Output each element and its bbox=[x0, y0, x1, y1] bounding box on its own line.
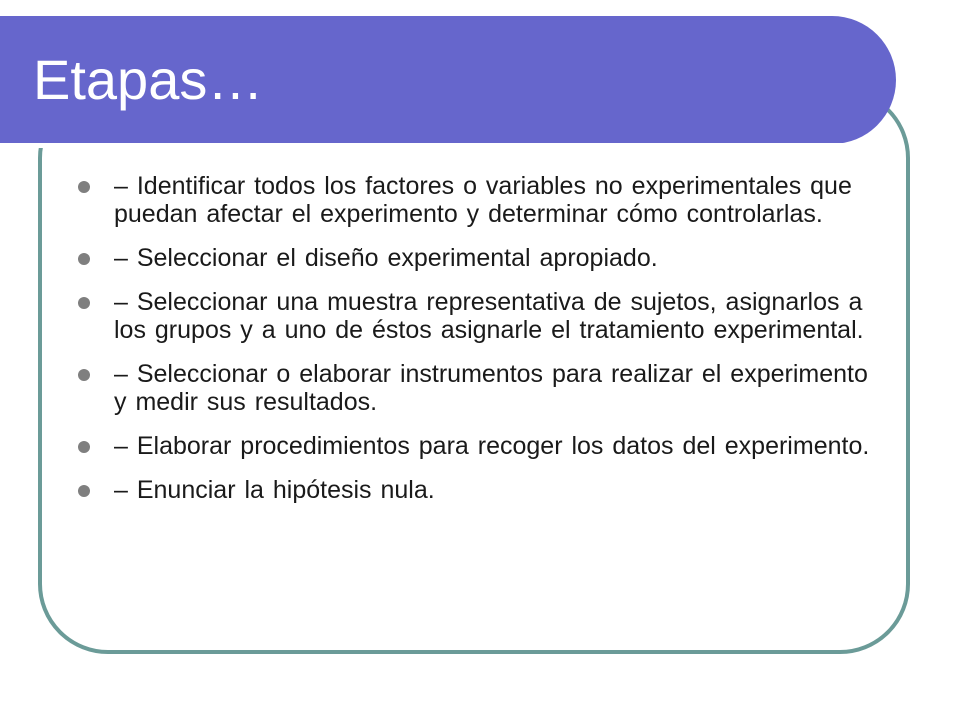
bullet-text: – Enunciar la hipótesis nula. bbox=[114, 476, 435, 504]
bullet-dot-icon bbox=[78, 181, 90, 193]
bullet-text: – Seleccionar o elaborar instrumentos para realizar el experimento y medir sus resultados. bbox=[114, 360, 868, 416]
bullet-item bbox=[78, 432, 888, 460]
bullet-dot-icon bbox=[78, 369, 90, 381]
bullet-item bbox=[78, 244, 888, 272]
bullet-item bbox=[78, 172, 888, 228]
bullet-text: – Identificar todos los factores o variables no experimentales que puedan afectar el experimento y determinar cómo controlarlas. bbox=[114, 172, 852, 228]
bullet-text: – Seleccionar una muestra representativa de sujetos, asignarlos a los grupos y a uno de éstos asignarle el tratamiento experimental. bbox=[114, 288, 864, 344]
bullet-item bbox=[78, 288, 888, 344]
bullet-list bbox=[78, 172, 888, 520]
title-underline bbox=[0, 143, 848, 148]
bullet-text: – Elaborar procedimientos para recoger los datos del experimento. bbox=[114, 432, 870, 460]
bullet-text: – Seleccionar el diseño experimental apropiado. bbox=[114, 244, 658, 272]
bullet-item bbox=[78, 360, 888, 416]
slide-title: Etapas… bbox=[33, 48, 264, 111]
bullet-dot-icon bbox=[78, 441, 90, 453]
bullet-item bbox=[78, 476, 888, 504]
title-bar bbox=[0, 16, 896, 144]
bullet-dot-icon bbox=[78, 485, 90, 497]
bullet-dot-icon bbox=[78, 297, 90, 309]
bullet-dot-icon bbox=[78, 253, 90, 265]
